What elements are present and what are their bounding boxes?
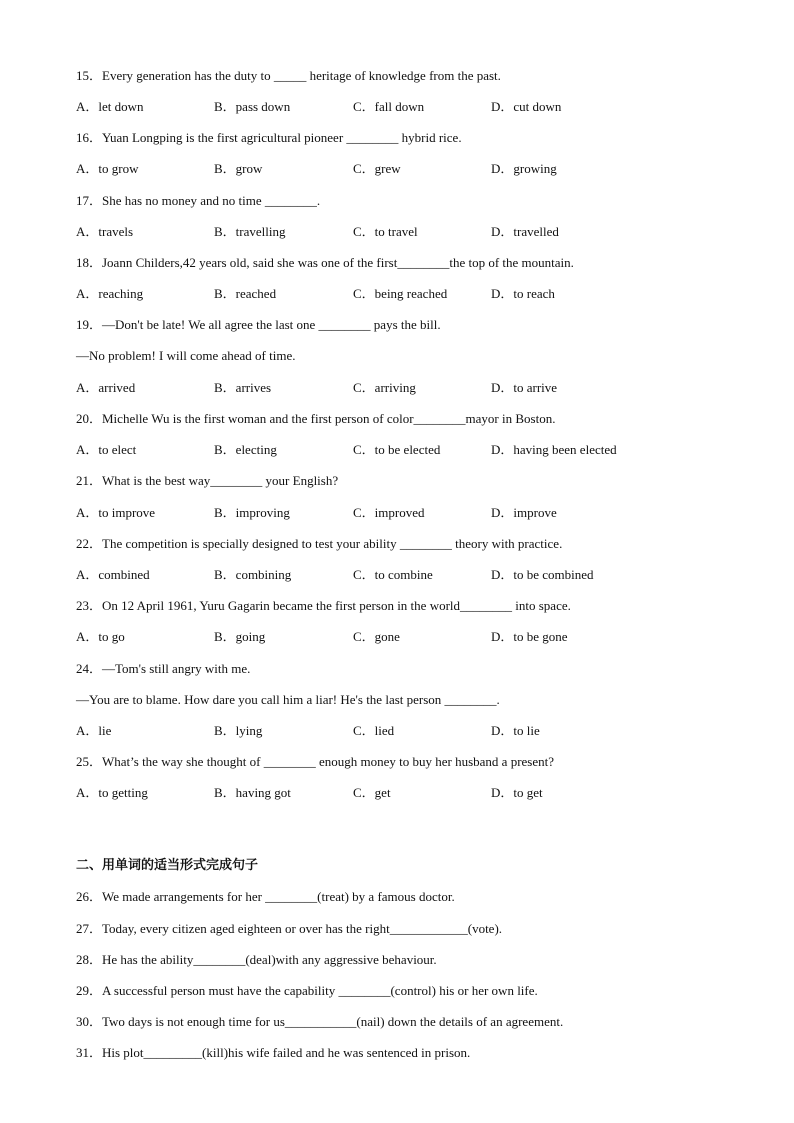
option-b: B．going bbox=[214, 629, 266, 644]
option-a: A．to improve bbox=[76, 505, 156, 520]
question-25-stem: 25．What’s the way she thought of ________ enough money to buy her husband a present? bbox=[76, 754, 555, 769]
option-b: B．arrives bbox=[214, 380, 272, 395]
option-a: A．reaching bbox=[76, 286, 144, 301]
option-a: A．to getting bbox=[76, 785, 148, 800]
option-d: D．to lie bbox=[491, 723, 540, 738]
question-19-stem: 19．—Don't be late! We all agree the last one ________ pays the bill. bbox=[76, 317, 441, 332]
fill-item-31: 31．His plot_________(kill)his wife failed and he was sentenced in prison. bbox=[76, 1045, 471, 1060]
option-b: B．improving bbox=[214, 505, 290, 520]
fill-item-26: 26．We made arrangements for her ________(treat) by a famous doctor. bbox=[76, 889, 455, 904]
question-25-options bbox=[76, 785, 716, 801]
option-a: A．combined bbox=[76, 567, 150, 582]
question-20-options bbox=[76, 442, 716, 458]
fill-item-28: 28．He has the ability________(deal)with any aggressive behaviour. bbox=[76, 952, 437, 967]
question-19-options bbox=[76, 380, 716, 396]
option-b: B．having got bbox=[214, 785, 291, 800]
fill-item-30: 30．Two days is not enough time for us___________(nail) down the details of an agreement. bbox=[76, 1014, 564, 1029]
question-24-stem: 24．—Tom's still angry with me. bbox=[76, 661, 251, 676]
option-a: A．arrived bbox=[76, 380, 136, 395]
option-d: D．to be gone bbox=[491, 629, 568, 644]
question-24-options bbox=[76, 723, 716, 739]
option-c: C．grew bbox=[353, 161, 401, 176]
option-a: A．to grow bbox=[76, 161, 139, 176]
question-24-reply: —You are to blame. How dare you call him a liar! He's the last person ________. bbox=[76, 692, 500, 707]
question-21-stem: 21．What is the best way________ your English? bbox=[76, 473, 339, 488]
option-d: D．improve bbox=[491, 505, 557, 520]
question-23-options bbox=[76, 629, 716, 645]
option-c: C．lied bbox=[353, 723, 395, 738]
option-c: C．being reached bbox=[353, 286, 448, 301]
option-a: A．to go bbox=[76, 629, 125, 644]
question-18-stem: 18．Joann Childers,42 years old, said she was one of the first________the top of the mountain. bbox=[76, 255, 574, 270]
option-d: D．travelled bbox=[491, 224, 559, 239]
option-c: C．improved bbox=[353, 505, 425, 520]
question-19-reply: —No problem! I will come ahead of time. bbox=[76, 348, 296, 363]
option-d: D．growing bbox=[491, 161, 557, 176]
option-a: A．let down bbox=[76, 99, 144, 114]
option-a: A．to elect bbox=[76, 442, 137, 457]
option-c: C．to combine bbox=[353, 567, 433, 582]
option-c: C．get bbox=[353, 785, 391, 800]
option-b: B．combining bbox=[214, 567, 292, 582]
question-22-stem: 22．The competition is specially designed to test your ability ________ theory with practice. bbox=[76, 536, 563, 551]
option-d: D．to arrive bbox=[491, 380, 558, 395]
option-b: B．grow bbox=[214, 161, 263, 176]
option-d: D．to get bbox=[491, 785, 543, 800]
question-18-options bbox=[76, 286, 716, 302]
question-15-options bbox=[76, 99, 716, 115]
question-16-stem: 16．Yuan Longping is the first agricultural pioneer ________ hybrid rice. bbox=[76, 130, 462, 145]
option-b: B．electing bbox=[214, 442, 277, 457]
option-b: B．reached bbox=[214, 286, 277, 301]
option-d: D．to be combined bbox=[491, 567, 594, 582]
question-17-stem: 17．She has no money and no time ________. bbox=[76, 193, 321, 208]
option-c: C．to be elected bbox=[353, 442, 441, 457]
question-17-options bbox=[76, 224, 716, 240]
section-2-heading: 二、用单词的适当形式完成句子 bbox=[76, 858, 259, 873]
question-15-stem: 15．Every generation has the duty to _____ heritage of knowledge from the past. bbox=[76, 68, 501, 83]
option-b: B．lying bbox=[214, 723, 263, 738]
question-21-options bbox=[76, 505, 716, 521]
option-b: B．travelling bbox=[214, 224, 286, 239]
question-22-options bbox=[76, 567, 716, 583]
option-c: C．fall down bbox=[353, 99, 425, 114]
option-c: C．arriving bbox=[353, 380, 416, 395]
option-c: C．gone bbox=[353, 629, 400, 644]
option-b: B．pass down bbox=[214, 99, 291, 114]
question-20-stem: 20．Michelle Wu is the first woman and the first person of color________mayor in Boston. bbox=[76, 411, 556, 426]
option-c: C．to travel bbox=[353, 224, 418, 239]
question-23-stem: 23．On 12 April 1961, Yuru Gagarin became the first person in the world________ into space. bbox=[76, 598, 571, 613]
fill-item-27: 27．Today, every citizen aged eighteen or over has the right____________(vote). bbox=[76, 921, 503, 936]
option-d: D．to reach bbox=[491, 286, 555, 301]
option-a: A．lie bbox=[76, 723, 112, 738]
option-a: A．travels bbox=[76, 224, 134, 239]
option-d: D．cut down bbox=[491, 99, 562, 114]
fill-item-29: 29．A successful person must have the capability ________(control) his or her own life. bbox=[76, 983, 538, 998]
option-d: D．having been elected bbox=[491, 442, 617, 457]
question-16-options bbox=[76, 161, 716, 177]
